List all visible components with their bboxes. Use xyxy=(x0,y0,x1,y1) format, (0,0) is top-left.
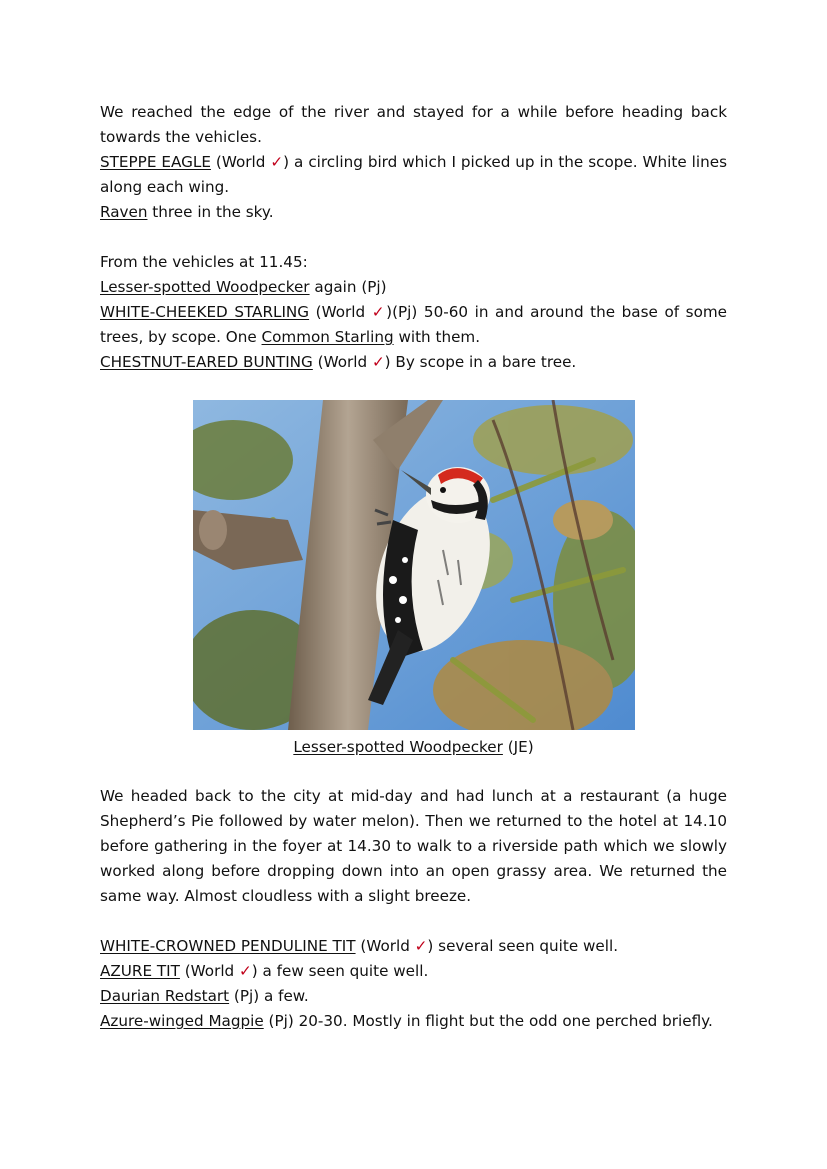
tick-icon: ✓ xyxy=(371,303,387,321)
species-chestnut-eared-bunting: CHESTNUT-EARED BUNTING xyxy=(100,353,313,371)
paragraph-river xyxy=(100,100,727,225)
steppe-post: ) a circling bird which I picked up in the scope. White lines along each wing. xyxy=(100,153,727,196)
ceb-post: ) By scope in a bare tree. xyxy=(384,353,577,371)
paragraph-vehicles xyxy=(100,250,727,375)
paragraph-species-list xyxy=(100,934,727,1034)
text-block-2 xyxy=(100,784,727,1034)
text-block-1 xyxy=(100,100,727,375)
species-white-crowned-penduline-tit: WHITE-CROWNED PENDULINE TIT xyxy=(100,937,356,955)
lsw-text: again (Pj) xyxy=(309,278,387,296)
caption-species: Lesser-spotted Woodpecker xyxy=(293,738,503,756)
raven-text: three in the sky. xyxy=(147,203,274,221)
wcs-pre: (World xyxy=(309,303,372,321)
azt-pre: (World xyxy=(179,962,240,980)
tick-icon: ✓ xyxy=(414,937,428,955)
tick-icon: ✓ xyxy=(270,153,284,171)
species-lesser-spotted-woodpecker: Lesser-spotted Woodpecker xyxy=(100,278,310,296)
azt-post: ) a few seen quite well. xyxy=(251,962,429,980)
awm-text: (Pj) 20-30. Mostly in flight but the odd one perched briefly. xyxy=(263,1012,713,1030)
caption-credit: (JE) xyxy=(502,738,534,756)
species-azure-winged-magpie: Azure-winged Magpie xyxy=(100,1012,264,1030)
photo-caption xyxy=(100,735,727,760)
species-white-cheeked-starling: WHITE-CHEEKED STARLING xyxy=(100,303,310,321)
wcpt-pre: (World xyxy=(355,937,415,955)
river-text: We reached the edge of the river and stayed for a while before heading back towards the vehicles. xyxy=(100,103,727,146)
dr-text: (Pj) a few. xyxy=(229,987,309,1005)
tick-icon: ✓ xyxy=(239,962,252,980)
vehicles-intro: From the vehicles at 11.45: xyxy=(100,253,308,271)
cs-text: with them. xyxy=(393,328,481,346)
species-daurian-redstart: Daurian Redstart xyxy=(100,987,230,1005)
steppe-pre: (World xyxy=(210,153,271,171)
species-raven: Raven xyxy=(100,203,148,221)
tick-icon: ✓ xyxy=(371,353,385,371)
ceb-pre: (World xyxy=(312,353,372,371)
species-steppe-eagle: STEPPE EAGLE xyxy=(100,153,211,171)
paragraph-afternoon: We headed back to the city at mid-day and had lunch at a restaurant (a huge Shepherd’s Pie followed by water melon). Then we returned to the hotel at 14.10 before gathering in the foyer at 14.30 to walk to a riverside path which we slowly worked along before dropping down into an open grassy area. We returned the same way. Almost cloudless with a slight breeze. xyxy=(100,787,727,905)
species-common-starling: Common Starling xyxy=(261,328,394,346)
woodpecker-photo xyxy=(193,400,635,730)
species-azure-tit: AZURE TIT xyxy=(100,962,180,980)
wcpt-post: ) several seen quite well. xyxy=(427,937,619,955)
wcs-mid: )(Pj) 50-60 in and around the base of some trees, by scope. One xyxy=(100,303,727,346)
